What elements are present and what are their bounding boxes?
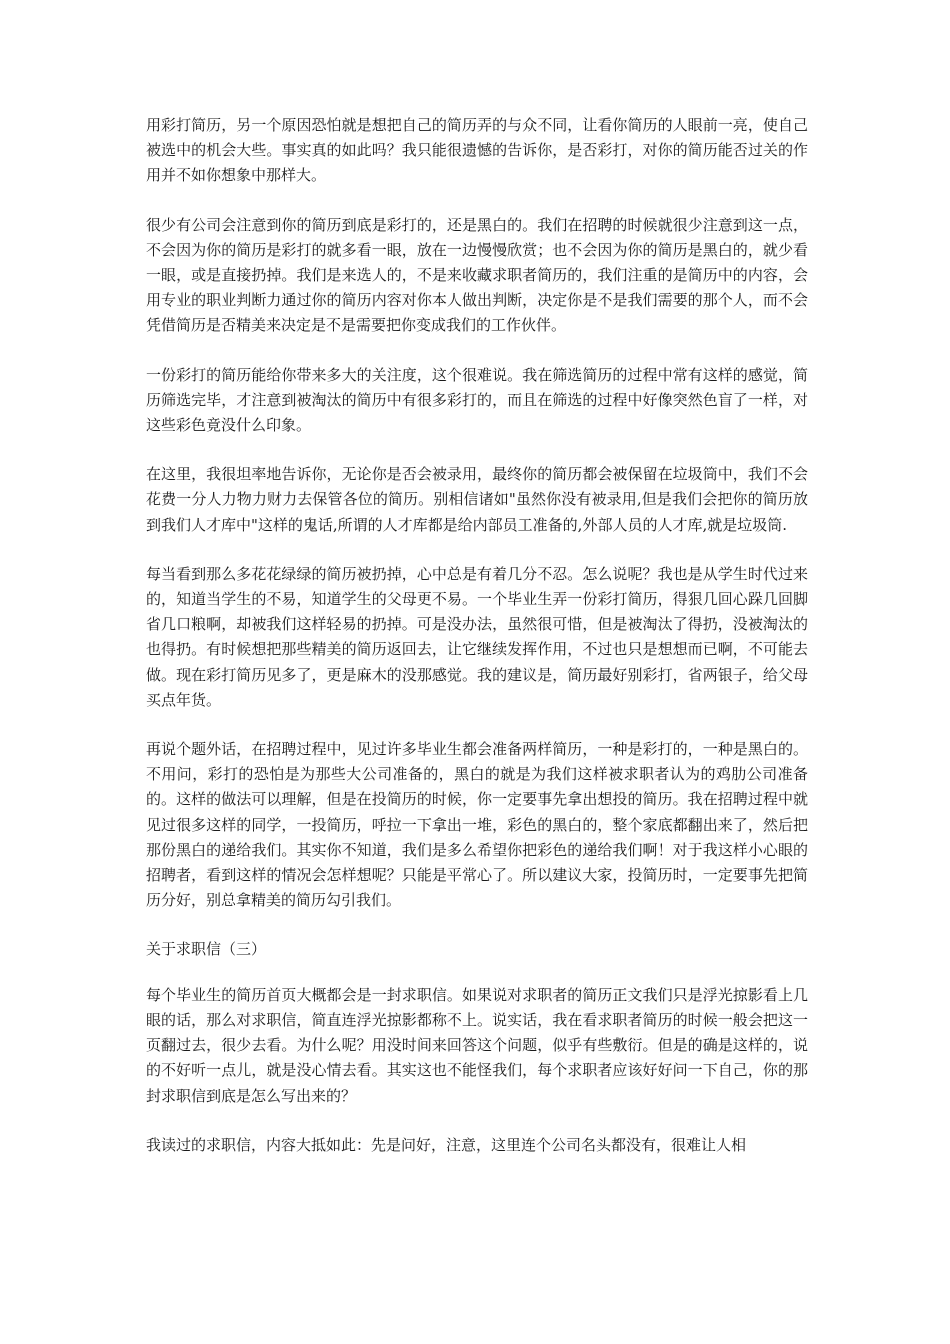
paragraph-cover-letter: 每个毕业生的简历首页大概都会是一封求职信。如果说对求职者的简历正文我们只是浮光掠影看上几眼的话，那么对求职信，简直连浮光掠影都称不上。说实话，我在看求职者简历的时候一般会把这一页翻过去，很少去看。为什么呢？用没时间来回答这个问题，似乎有些敷衍。但是的确是这样的，说的不好听一点儿，就是没心情去看。其实这也不能怪我们，每个求职者应该好好问一下自己，你的那封求职信到底是怎么写出来的？ [146,985,808,1105]
paragraph-cover-letter-content: 我读过的求职信，内容大抵如此：先是问好，注意，这里连个公司名头都没有，很难让人相 [146,1135,747,1154]
section-heading: 关于求职信（三） [146,940,267,959]
document-body [146,113,808,1182]
paragraph-color-print-reason: 用彩打简历，另一个原因恐怕就是想把自己的简历弄的与众不同，让看你简历的人眼前一亮，使自己被选中的机会大些。事实真的如此吗？我只能很遗憾的告诉你，是否彩打，对你的简历能否过关的作用并不如你想象中那样大。 [146,116,808,185]
paragraph-advice-no-color: 每当看到那么多花花绿绿的简历被扔掉，心中总是有着几分不忍。怎么说呢？我也是从学生时代过来的，知道当学生的不易，知道学生的父母更不易。一个毕业生弄一份彩打简历，得狠几回心跺几回脚省几口粮啊，却被我们这样轻易的扔掉。可是没办法，虽然很可惜，但是被淘汰了得扔，没被淘汰的也得扔。有时候想把那些精美的简历返回去，让它继续发挥作用，不过也只是想想而已啊，不可能去做。现在彩打简历见多了，更是麻木的没那感觉。我的建议是，简历最好别彩打，省两银子，给父母买点年货。 [146,564,808,709]
paragraph-trash-bin: 在这里，我很坦率地告诉你，无论你是否会被录用，最终你的简历都会被保留在垃圾筒中，我们不会花费一分人力物力财力去保管各位的简历。别相信诸如"虽然你没有被录用,但是我们会把你的简历放到我们人才库中"这样的鬼话,所谓的人才库都是给内部员工准备的,外部人员的人才库,就是垃圾筒. [146,465,808,534]
paragraph-content-matters: 很少有公司会注意到你的简历到底是彩打的，还是黑白的。我们在招聘的时候就很少注意到这一点，不会因为你的简历是彩打的就多看一眼，放在一边慢慢欣赏；也不会因为你的简历是黑白的，就少看一眼，或是直接扔掉。我们是来选人的，不是来收藏求职者简历的，我们注重的是简历中的内容，会用专业的职业判断力通过你的简历内容对你本人做出判断，决定你是不是我们需要的那个人，而不会凭借简历是否精美来决定是不是需要把你变成我们的工作伙伴。 [146,215,808,335]
paragraph-attention-level: 一份彩打的简历能给你带来多大的关注度，这个很难说。我在筛选简历的过程中常有这样的感觉，简历筛选完毕，才注意到被淘汰的简历中有很多彩打的，而且在筛选的过程中好像突然色盲了一样，对这些彩色竟没什么印象。 [146,365,808,435]
paragraph-two-versions: 再说个题外话，在招聘过程中，见过许多毕业生都会准备两样简历，一种是彩打的，一种是黑白的。不用问，彩打的恐怕是为那些大公司准备的，黑白的就是为我们这样被求职者认为的鸡肋公司准备的。这样的做法可以理解，但是在投简历的时候，你一定要事先拿出想投的简历。我在招聘过程中就见过很多这样的同学，一投简历，呼拉一下拿出一堆，彩色的黑白的，整个家底都翻出来了，然后把那份黑白的递给我们。其实你不知道，我们是多么希望你把彩色的递给我们啊！对于我这样小心眼的招聘者，看到这样的情况会怎样想呢？只能是平常心了。所以建议大家，投简历时，一定要事先把简历分好，别总拿精美的简历勾引我们。 [146,740,808,910]
